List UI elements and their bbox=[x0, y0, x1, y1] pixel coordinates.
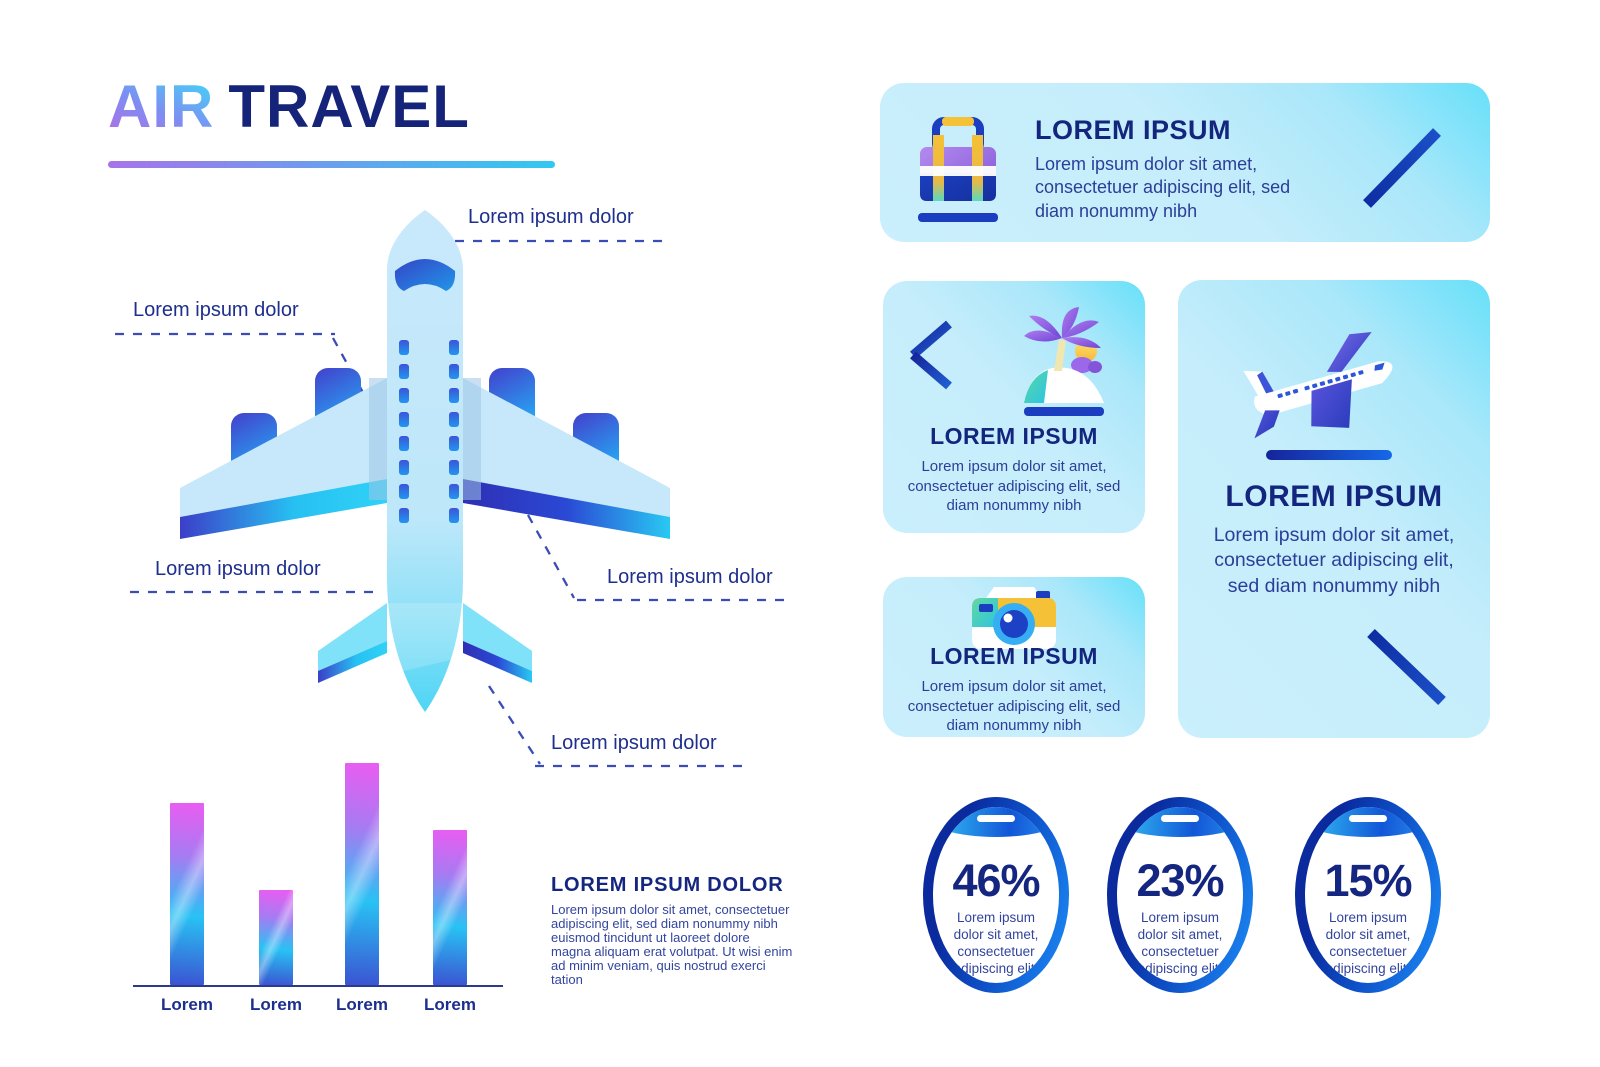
card-body: Lorem ipsum dolor sit amet, consectetuer adipiscing elit, sed diam nonummy nibh bbox=[907, 678, 1121, 734]
card-heading: LOREM IPSUM bbox=[1035, 115, 1232, 145]
bar bbox=[259, 890, 293, 985]
card-body: Lorem ipsum dolor sit amet, consectetuer adipiscing elit, sed diam nonummy nibh bbox=[1213, 524, 1455, 597]
porthole-window bbox=[1305, 807, 1431, 983]
stat-porthole bbox=[1295, 797, 1441, 993]
callout-tail: Lorem ipsum dolor bbox=[551, 732, 717, 754]
title-rest: TRAVEL bbox=[228, 73, 470, 140]
bar-label: Lorem bbox=[250, 995, 302, 1014]
card-camera bbox=[883, 577, 1145, 737]
bar bbox=[170, 803, 204, 985]
card-body: Lorem ipsum dolor sit amet, consectetuer adipiscing elit, sed diam nonummy nibh bbox=[907, 458, 1121, 514]
callout-right-wing: Lorem ipsum dolor bbox=[607, 566, 773, 588]
card-flight bbox=[1178, 280, 1490, 738]
stat-body: Lorem ipsum dolor sit amet, consectetuer adipiscing elit, bbox=[953, 910, 1039, 976]
bar-label: Lorem bbox=[336, 995, 388, 1014]
bar bbox=[433, 830, 467, 985]
stat-body: Lorem ipsum dolor sit amet, consectetuer adipiscing elit, bbox=[1137, 910, 1223, 976]
card-body: Lorem ipsum dolor sit amet, consectetuer adipiscing elit, sed diam nonummy nibh bbox=[1035, 154, 1291, 221]
bar-label: Lorem bbox=[161, 995, 213, 1014]
stat-body: Lorem ipsum dolor sit amet, consectetuer adipiscing elit, bbox=[1325, 910, 1411, 976]
palm-beach-icon bbox=[1016, 305, 1112, 417]
intro-heading: LOREM IPSUM DOLOR bbox=[551, 874, 784, 896]
callout-nose: Lorem ipsum dolor bbox=[468, 206, 634, 228]
up-right-arrow-icon bbox=[1354, 115, 1449, 210]
airplane-top-view-illustration bbox=[115, 205, 735, 725]
stat-porthole bbox=[923, 797, 1069, 993]
callout-left-engine: Lorem ipsum dolor bbox=[133, 299, 299, 321]
luggage-bag-icon bbox=[918, 113, 998, 225]
card-beach bbox=[883, 281, 1145, 533]
card-heading: LOREM IPSUM bbox=[930, 423, 1098, 449]
icon-underline bbox=[1266, 450, 1392, 460]
bar-chart bbox=[133, 763, 505, 1013]
porthole-window bbox=[1117, 807, 1243, 983]
porthole-handle bbox=[977, 815, 1015, 822]
chart-x-axis bbox=[133, 985, 503, 987]
bar bbox=[345, 763, 379, 985]
stat-porthole bbox=[1107, 797, 1253, 993]
left-arrow-icon bbox=[905, 314, 987, 396]
stat-value: 15% bbox=[1324, 855, 1412, 906]
airplane-takeoff-icon bbox=[1238, 322, 1418, 444]
stat-value: 46% bbox=[952, 855, 1040, 906]
porthole-handle bbox=[1349, 815, 1387, 822]
card-heading: LOREM IPSUM bbox=[930, 643, 1098, 669]
card-luggage bbox=[880, 83, 1490, 242]
bar-label: Lorem bbox=[424, 995, 476, 1014]
card-heading: LOREM IPSUM bbox=[1225, 480, 1443, 513]
porthole-handle bbox=[1161, 815, 1199, 822]
porthole-shade bbox=[1117, 807, 1243, 837]
porthole-window bbox=[933, 807, 1059, 983]
callout-left-wing: Lorem ipsum dolor bbox=[155, 558, 321, 580]
stat-value: 23% bbox=[1136, 855, 1224, 906]
title-accent: AIR bbox=[108, 73, 215, 140]
porthole-shade bbox=[1305, 807, 1431, 837]
intro-body: Lorem ipsum dolor sit amet, consectetuer adipiscing elit, sed diam nonummy nibh euismod tincidunt ut laoreet dolore magna aliquam erat volutpat. Ut wisi enim ad minim veniam, quis nostrud exerci tation bbox=[551, 902, 793, 987]
down-right-arrow-icon bbox=[1358, 620, 1453, 715]
porthole-shade bbox=[933, 807, 1059, 837]
